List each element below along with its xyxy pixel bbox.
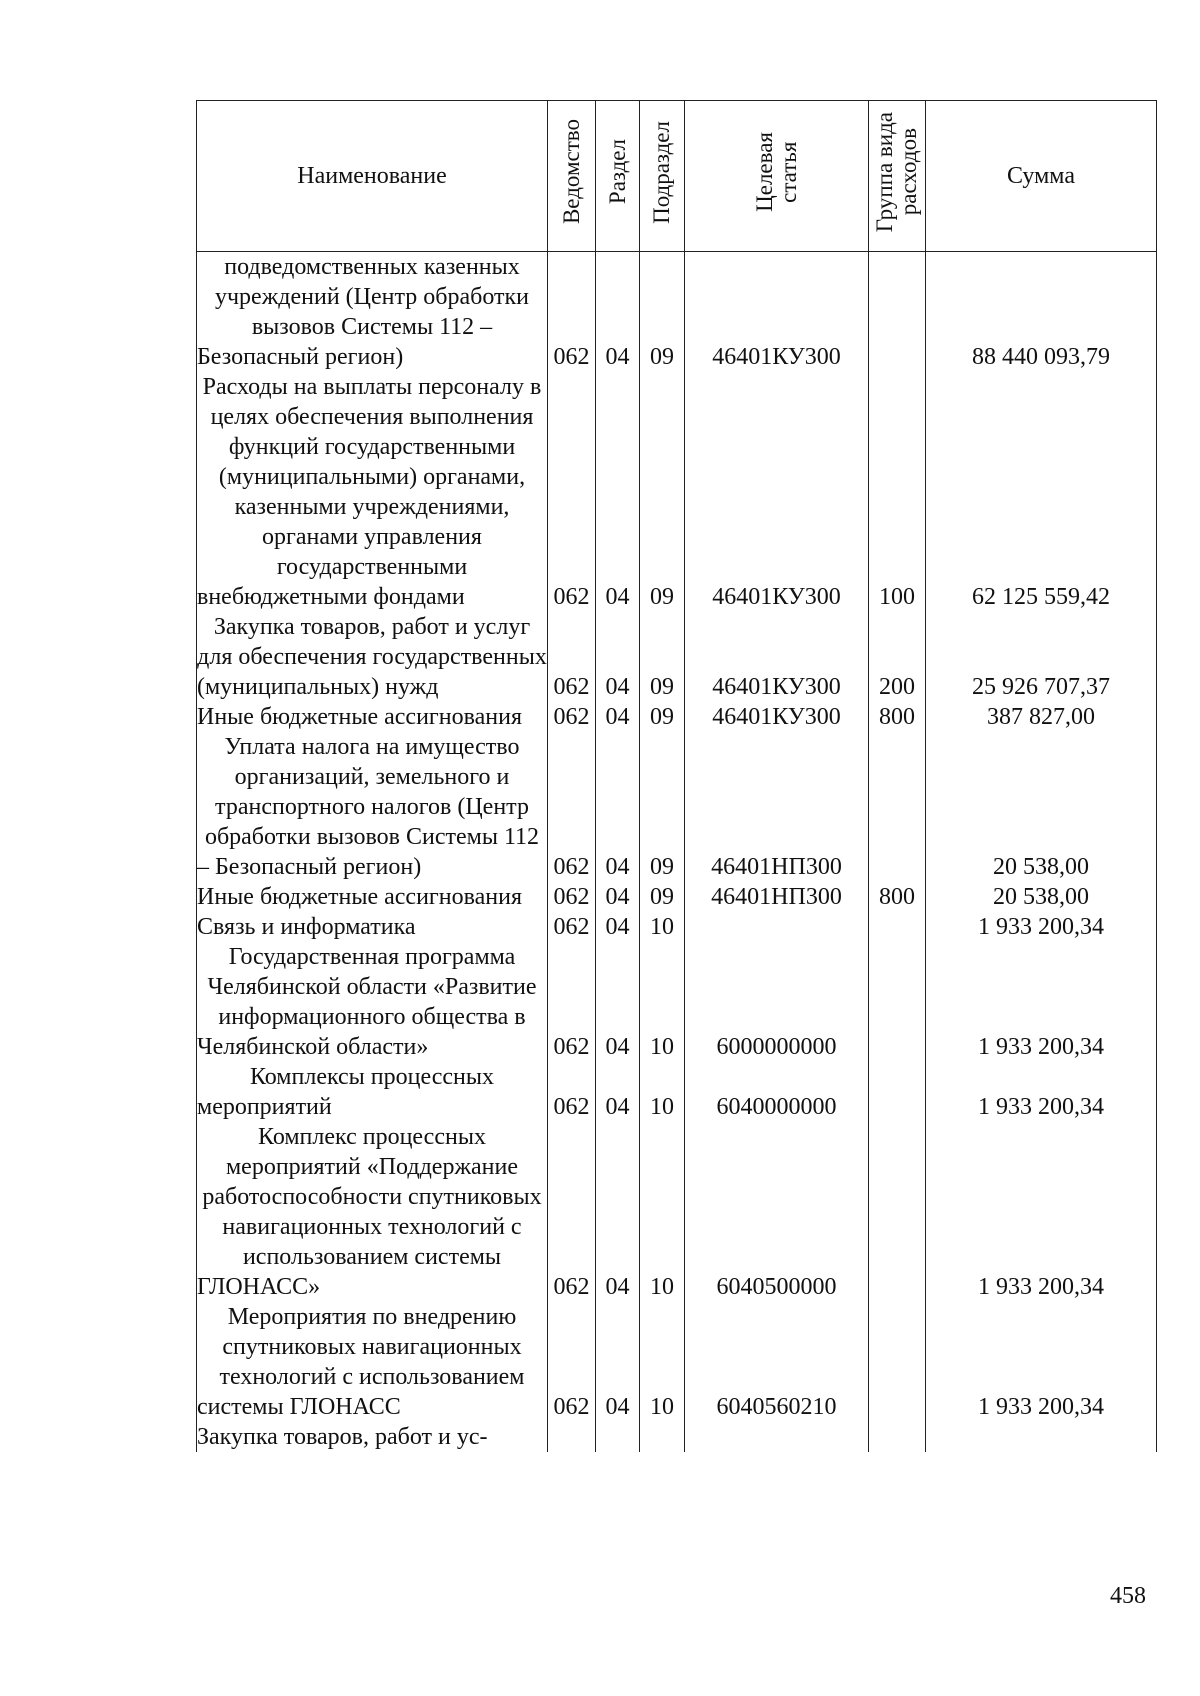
cell-subsection: 10 bbox=[640, 1122, 685, 1302]
cell-section: 04 bbox=[596, 1062, 640, 1122]
table-row bbox=[197, 1062, 1157, 1122]
cell-subsection: 10 bbox=[640, 942, 685, 1062]
header-dept-label: Ведомство bbox=[558, 119, 584, 225]
table-row bbox=[197, 702, 1157, 732]
cell-group: 800 bbox=[869, 882, 926, 912]
cell-group bbox=[869, 252, 926, 373]
cell-subsection: 09 bbox=[640, 612, 685, 702]
cell-section: 04 bbox=[596, 942, 640, 1062]
cell-name: Уплата налога на имущество организаций, земельного и транспортного налогов (Центр обработки вызовов Системы 112 – Безопасный регион) bbox=[197, 732, 548, 882]
cell-subsection: 09 bbox=[640, 702, 685, 732]
cell-subsection: 10 bbox=[640, 912, 685, 942]
cell-name: Закупка товаров, работ и ус- bbox=[197, 1422, 548, 1452]
cell-subsection: 10 bbox=[640, 1302, 685, 1422]
cell-dept: 062 bbox=[548, 1122, 596, 1302]
cell-sum: 1 933 200,34 bbox=[926, 942, 1157, 1062]
cell-sum: 62 125 559,42 bbox=[926, 372, 1157, 612]
cell-group bbox=[869, 1122, 926, 1302]
cell-section: 04 bbox=[596, 372, 640, 612]
header-group-line2: расходов bbox=[896, 128, 921, 216]
cell-dept bbox=[548, 1422, 596, 1452]
cell-target: 46401КУ300 bbox=[685, 372, 869, 612]
cell-subsection: 09 bbox=[640, 882, 685, 912]
cell-group bbox=[869, 1422, 926, 1452]
cell-group bbox=[869, 912, 926, 942]
table-row bbox=[197, 612, 1157, 702]
cell-dept: 062 bbox=[548, 372, 596, 612]
cell-dept: 062 bbox=[548, 732, 596, 882]
header-target-line1: Целевая bbox=[751, 132, 777, 212]
cell-target: 6040500000 bbox=[685, 1122, 869, 1302]
cell-target: 46401НП300 bbox=[685, 732, 869, 882]
cell-target: 46401КУ300 bbox=[685, 612, 869, 702]
cell-target: 46401КУ300 bbox=[685, 252, 869, 373]
cell-sum bbox=[926, 1422, 1157, 1452]
cell-group bbox=[869, 942, 926, 1062]
header-target bbox=[685, 101, 869, 252]
table-header-row bbox=[197, 101, 1157, 252]
cell-dept: 062 bbox=[548, 942, 596, 1062]
header-section bbox=[596, 101, 640, 252]
cell-dept: 062 bbox=[548, 612, 596, 702]
cell-group: 200 bbox=[869, 612, 926, 702]
table-row bbox=[197, 252, 1157, 373]
cell-sum: 88 440 093,79 bbox=[926, 252, 1157, 373]
cell-section: 04 bbox=[596, 732, 640, 882]
cell-sum: 1 933 200,34 bbox=[926, 1122, 1157, 1302]
table-row bbox=[197, 372, 1157, 612]
header-section-label: Раздел bbox=[604, 139, 630, 205]
cell-target bbox=[685, 1422, 869, 1452]
cell-section: 04 bbox=[596, 882, 640, 912]
cell-name: Комплексы процессных мероприятий bbox=[197, 1062, 548, 1122]
cell-dept: 062 bbox=[548, 1302, 596, 1422]
cell-dept: 062 bbox=[548, 912, 596, 942]
cell-section: 04 bbox=[596, 612, 640, 702]
cell-section: 04 bbox=[596, 702, 640, 732]
cell-sum: 387 827,00 bbox=[926, 702, 1157, 732]
header-group-label bbox=[873, 112, 921, 232]
header-group-line1: Группа вида bbox=[872, 111, 897, 233]
cell-section: 04 bbox=[596, 912, 640, 942]
cell-sum: 1 933 200,34 bbox=[926, 1062, 1157, 1122]
header-group bbox=[869, 101, 926, 252]
table-row bbox=[197, 942, 1157, 1062]
cell-dept: 062 bbox=[548, 252, 596, 373]
cell-section bbox=[596, 1422, 640, 1452]
cell-sum: 20 538,00 bbox=[926, 732, 1157, 882]
cell-subsection: 09 bbox=[640, 732, 685, 882]
table-row bbox=[197, 1302, 1157, 1422]
cell-target: 6040000000 bbox=[685, 1062, 869, 1122]
cell-subsection bbox=[640, 1422, 685, 1452]
header-subsection bbox=[640, 101, 685, 252]
cell-subsection: 10 bbox=[640, 1062, 685, 1122]
header-subsection-label: Подраздел bbox=[649, 120, 674, 224]
budget-table bbox=[196, 100, 1157, 1452]
header-target-label bbox=[753, 132, 801, 212]
cell-name: Связь и информатика bbox=[197, 912, 548, 942]
cell-name: Иные бюджетные ассигнования bbox=[197, 882, 548, 912]
header-target-line2: статья bbox=[775, 141, 801, 203]
cell-group: 800 bbox=[869, 702, 926, 732]
table-row bbox=[197, 912, 1157, 942]
cell-target: 46401НП300 bbox=[685, 882, 869, 912]
table-row bbox=[197, 1122, 1157, 1302]
cell-sum: 20 538,00 bbox=[926, 882, 1157, 912]
cell-sum: 1 933 200,34 bbox=[926, 912, 1157, 942]
cell-target: 46401КУ300 bbox=[685, 702, 869, 732]
cell-name: Иные бюджетные ассигнования bbox=[197, 702, 548, 732]
table-row bbox=[197, 882, 1157, 912]
cell-sum: 1 933 200,34 bbox=[926, 1302, 1157, 1422]
cell-group bbox=[869, 1302, 926, 1422]
header-name: Наименование bbox=[197, 101, 548, 252]
cell-section: 04 bbox=[596, 252, 640, 373]
cell-subsection: 09 bbox=[640, 252, 685, 373]
cell-subsection: 09 bbox=[640, 372, 685, 612]
cell-name: Мероприятия по внедрению спутниковых навигационных технологий с использованием системы ГЛОНАСС bbox=[197, 1302, 548, 1422]
cell-target: 6040560210 bbox=[685, 1302, 869, 1422]
cell-name: Государственная программа Челябинской области «Развитие информационного общества в Челябинской области» bbox=[197, 942, 548, 1062]
header-dept bbox=[548, 101, 596, 252]
cell-name: подведомственных казенных учреждений (Центр обработки вызовов Системы 112 – Безопасный регион) bbox=[197, 252, 548, 373]
table-body bbox=[197, 252, 1157, 1453]
table-row bbox=[197, 732, 1157, 882]
cell-name: Комплекс процессных мероприятий «Поддержание работоспособности спутниковых навигационных технологий с использованием системы ГЛОНАСС» bbox=[197, 1122, 548, 1302]
cell-group bbox=[869, 732, 926, 882]
cell-dept: 062 bbox=[548, 702, 596, 732]
cell-sum: 25 926 707,37 bbox=[926, 612, 1157, 702]
table-row bbox=[197, 1422, 1157, 1452]
cell-section: 04 bbox=[596, 1122, 640, 1302]
cell-dept: 062 bbox=[548, 1062, 596, 1122]
cell-group bbox=[869, 1062, 926, 1122]
page-number: 458 bbox=[1110, 1583, 1146, 1609]
cell-section: 04 bbox=[596, 1302, 640, 1422]
cell-dept: 062 bbox=[548, 882, 596, 912]
header-sum: Сумма bbox=[926, 101, 1157, 252]
cell-name: Расходы на выплаты персоналу в целях обеспечения выполнения функций государственными (муниципальными) органами, казенными учреждениями, органами управления государственными внебюджетными фондами bbox=[197, 372, 548, 612]
cell-target: 6000000000 bbox=[685, 942, 869, 1062]
cell-target bbox=[685, 912, 869, 942]
cell-group: 100 bbox=[869, 372, 926, 612]
cell-name: Закупка товаров, работ и услуг для обеспечения государственных (муниципальных) нужд bbox=[197, 614, 547, 700]
